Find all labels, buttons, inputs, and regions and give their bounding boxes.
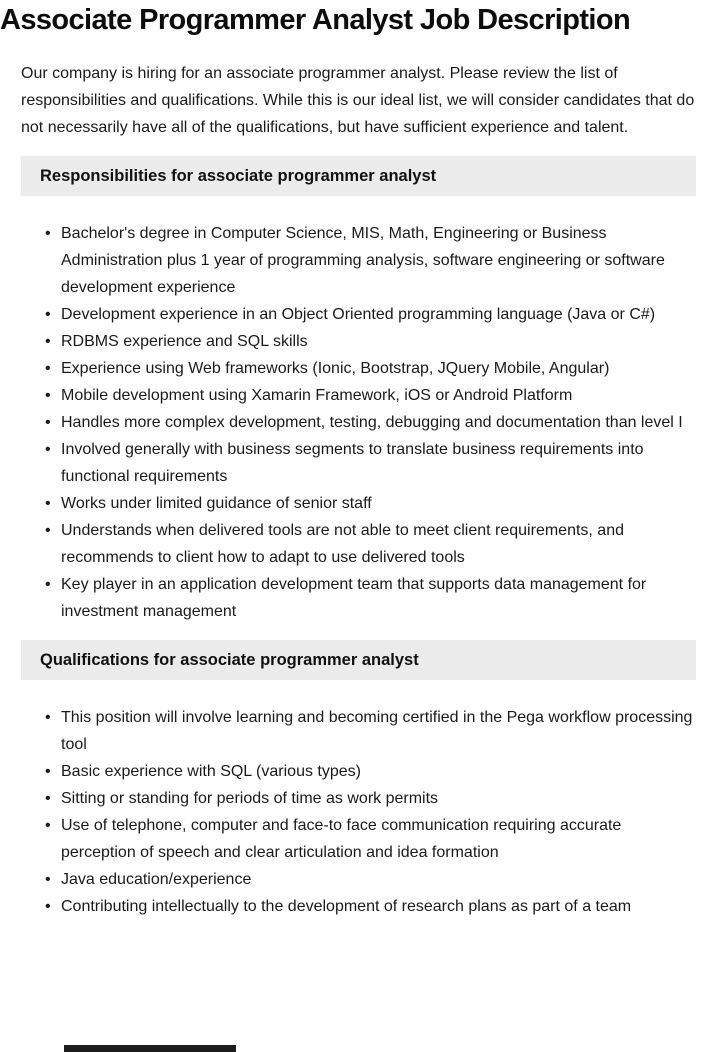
- list-item: • Understands when delivered tools are not able to meet client requirements, and recommends to client how to adapt to use delivered tools: [61, 517, 700, 571]
- sections-container: [0, 156, 720, 920]
- list-item: • Bachelor's degree in Computer Science, MIS, Math, Engineering or Business Administration plus 1 year of programming analysis, software engineering or software development experience: [61, 220, 700, 301]
- jd-section: [0, 640, 720, 920]
- bullet-list: [0, 704, 700, 920]
- section-heading-label: Responsibilities for associate programmer analyst: [40, 166, 437, 185]
- intro-paragraph: Our company is hiring for an associate programmer analyst. Please review the list of responsibilities and qualifications. While this is our ideal list, we will consider candidates that do not necessarily have all of the qualifications, but have sufficient experience and talent.: [21, 65, 695, 136]
- list-item: • Works under limited guidance of senior staff: [61, 490, 700, 517]
- list-item: • Key player in an application development team that supports data management for investment management: [61, 571, 700, 625]
- list-item: • Contributing intellectually to the development of research plans as part of a team: [61, 893, 700, 920]
- list-item: • RDBMS experience and SQL skills: [61, 328, 700, 355]
- list-item: • Sitting or standing for periods of time as work permits: [61, 785, 700, 812]
- list-item: • Development experience in an Object Oriented programming language (Java or C#): [61, 301, 700, 328]
- section-heading-label: Qualifications for associate programmer analyst: [40, 650, 419, 669]
- list-item: • Use of telephone, computer and face-to face communication requiring accurate perception of speech and clear articulation and idea formation: [61, 812, 700, 866]
- list-item: • This position will involve learning and becoming certified in the Pega workflow processing tool: [61, 704, 700, 758]
- list-item: • Handles more complex development, testing, debugging and documentation than level I: [61, 409, 700, 436]
- section-heading: [21, 156, 696, 196]
- list-item: • Java education/experience: [61, 866, 700, 893]
- list-item: • Mobile development using Xamarin Framework, iOS or Android Platform: [61, 382, 700, 409]
- page-title: Associate Programmer Analyst Job Description: [0, 4, 631, 36]
- list-item: • Basic experience with SQL (various types): [61, 758, 700, 785]
- list-item: • Experience using Web frameworks (Ionic, Bootstrap, JQuery Mobile, Angular): [61, 355, 700, 382]
- cutoff-content-bar: [64, 1045, 236, 1052]
- list-item: • Involved generally with business segments to translate business requirements into functional requirements: [61, 436, 700, 490]
- bullet-list: [0, 220, 700, 625]
- section-heading: [21, 640, 696, 680]
- jd-section: [0, 156, 720, 625]
